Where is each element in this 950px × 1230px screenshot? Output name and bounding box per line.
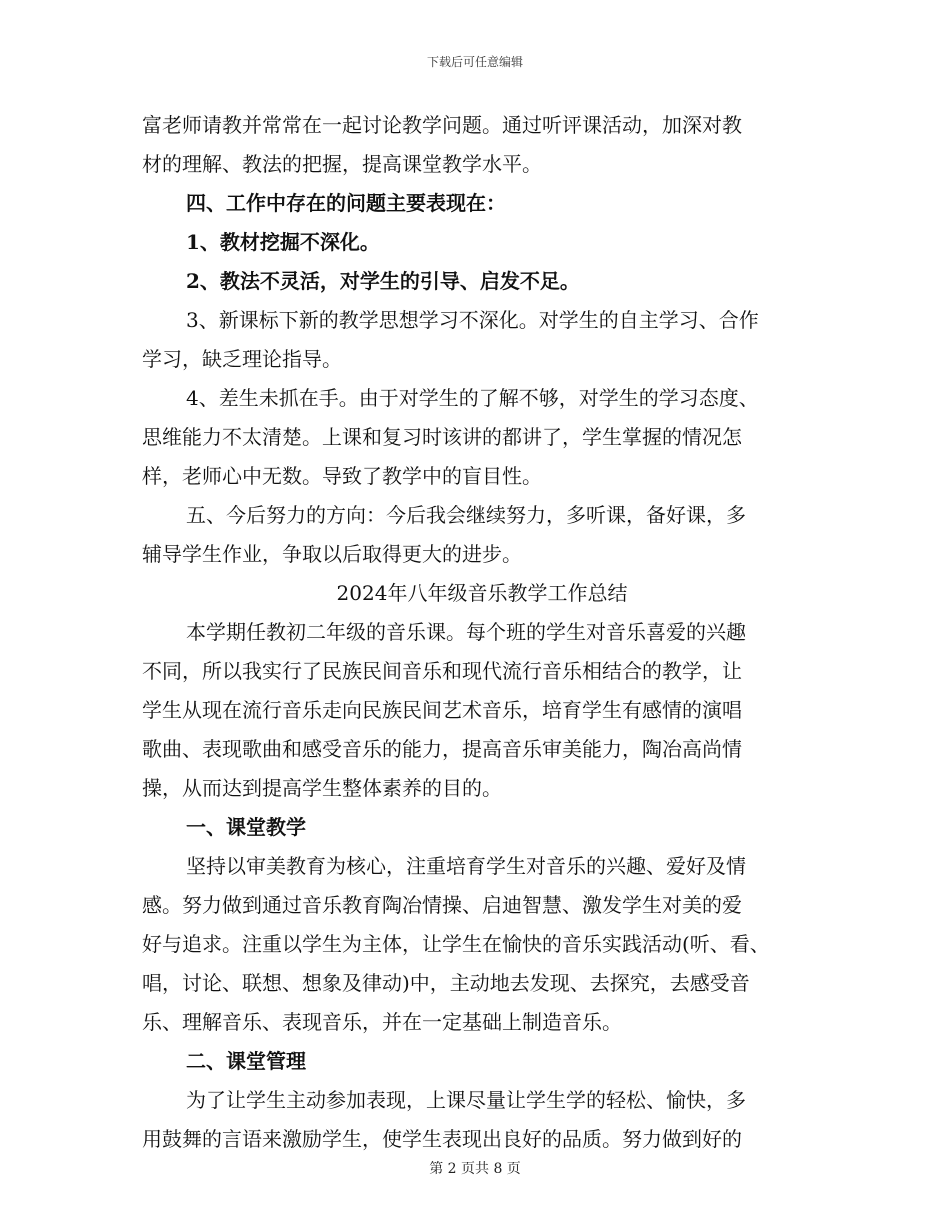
paragraph-line: 样，老师心中无数。导致了教学中的盲目性。 <box>142 464 542 488</box>
paragraph-line: 好与追求。注重以学生为主体，让学生在愉快的音乐实践活动(听、看、 <box>142 932 770 956</box>
document-title: 2024年八年级音乐教学工作总结 <box>336 581 628 605</box>
paragraph-line: 富老师请教并常常在一起讨论教学问题。通过听评课活动，加深对教 <box>142 113 742 137</box>
paragraph-line: 本学期任教初二年级的音乐课。每个班的学生对音乐喜爱的兴趣 <box>186 620 746 644</box>
paragraph-line: 思维能力不太清楚。上课和复习时该讲的都讲了，学生掌握的情况怎 <box>142 425 742 449</box>
paragraph-line: 乐、理解音乐、表现音乐，并在一定基础上制造音乐。 <box>142 1010 622 1034</box>
section-heading-problems: 四、工作中存在的问题主要表现在： <box>186 191 506 215</box>
paragraph-line: 操，从而达到提高学生整体素养的目的。 <box>142 776 502 800</box>
paragraph-line: 3、新课标下新的教学思想学习不深化。对学生的自主学习、合作 <box>186 308 759 332</box>
section-heading-classroom-management: 二、课堂管理 <box>186 1049 306 1073</box>
paragraph-line: 为了让学生主动参加表现，上课尽量让学生学的轻松、愉快，多 <box>186 1088 746 1112</box>
paragraph-line: 歌曲、表现歌曲和感受音乐的能力，提高音乐审美能力，陶冶高尚情 <box>142 737 742 761</box>
paragraph-line: 材的理解、教法的把握，提高课堂教学水平。 <box>142 152 542 176</box>
list-item-bold: 2、教法不灵活，对学生的引导、启发不足。 <box>186 269 580 293</box>
paragraph-line: 学生从现在流行音乐走向民族民间艺术音乐，培育学生有感情的演唱 <box>142 698 742 722</box>
paragraph-line: 学习，缺乏理论指导。 <box>142 347 342 371</box>
paragraph-line: 坚持以审美教育为核心，注重培育学生对音乐的兴趣、爱好及情 <box>186 854 746 878</box>
document-body <box>142 106 822 1159</box>
paragraph-line: 用鼓舞的言语来激励学生，使学生表现出良好的品质。努力做到好的 <box>142 1127 742 1151</box>
paragraph-line: 五、今后努力的方向：今后我会继续努力，多听课，备好课，多 <box>186 503 746 527</box>
section-heading-classroom-teaching: 一、课堂教学 <box>186 815 306 839</box>
paragraph-line: 辅导学生作业，争取以后取得更大的进步。 <box>142 542 522 566</box>
paragraph-line: 4、差生未抓在手。由于对学生的了解不够，对学生的学习态度、 <box>186 386 759 410</box>
page-footer: 第 2 页共 8 页 <box>429 1161 521 1177</box>
list-item-bold: 1、教材挖掘不深化。 <box>186 230 380 254</box>
paragraph-line: 不同，所以我实行了民族民间音乐和现代流行音乐相结合的教学，让 <box>142 659 742 683</box>
paragraph-line: 唱，讨论、联想、想象及律动)中，主动地去发现、去探究，去感受音 <box>142 971 750 995</box>
paragraph-line: 感。努力做到通过音乐教育陶冶情操、启迪智慧、激发学生对美的爱 <box>142 893 742 917</box>
page-header: 下载后可任意编辑 <box>426 55 523 69</box>
